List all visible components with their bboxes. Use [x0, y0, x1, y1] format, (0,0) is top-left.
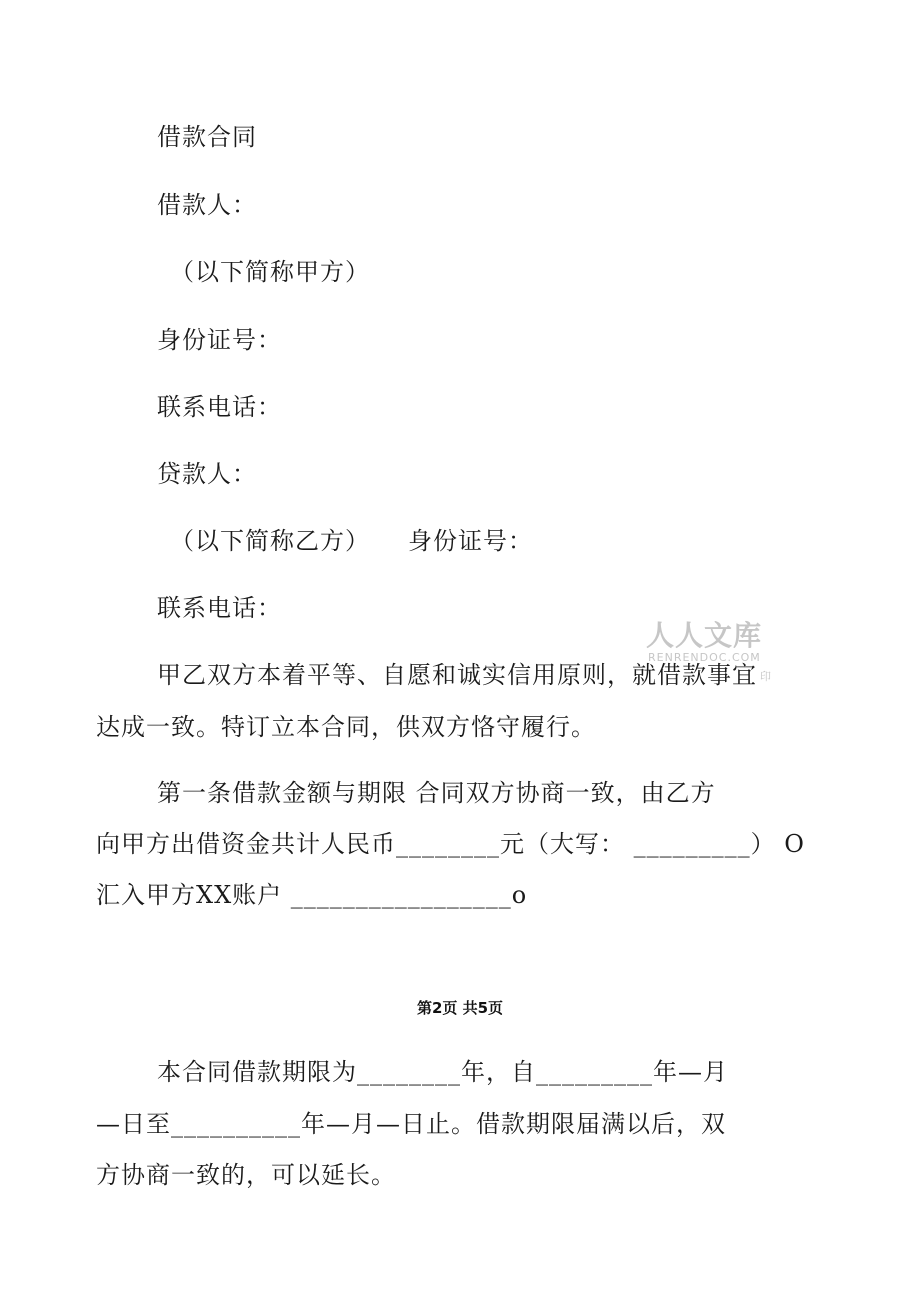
article-1-line-1: 第一条借款金额与期限 合同双方协商一致，由乙方 [157, 779, 716, 807]
lender-alias-and-id: （以下简称乙方） 身份证号： [170, 527, 533, 555]
article-1-line-3: 汇入甲方XX账户 _________________o [96, 881, 528, 909]
watermark-title: 人人文库 [646, 619, 763, 652]
watermark-subtitle: RENRENDOC.COM [648, 651, 761, 664]
loan-term-line-1: 本合同借款期限为________年，自_________年—月 [157, 1058, 728, 1086]
loan-term-line-3: 方协商一致的，可以延长。 [96, 1161, 396, 1189]
borrower-phone-label: 联系电话： [157, 393, 282, 421]
intro-paragraph-line-2: 达成一致。特订立本合同，供双方恪守履行。 [96, 713, 596, 741]
page-number-footer: 第2页 共5页 [416, 999, 504, 1017]
borrower-label: 借款人： [157, 191, 257, 219]
article-1-line-2: 向甲方出借资金共计人民币________元（大写： _________） O [96, 830, 805, 858]
intro-paragraph-line-1: 甲乙双方本着平等、自愿和诚实信用原则，就借款事宜 [157, 661, 757, 689]
contract-title: 借款合同 [157, 123, 257, 151]
borrower-alias: （以下简称甲方） [170, 258, 370, 286]
lender-label: 贷款人： [157, 460, 257, 488]
loan-term-line-2: —日至__________年—月—日止。借款期限届满以后，双 [96, 1110, 726, 1138]
borrower-id-label: 身份证号： [157, 326, 282, 354]
watermark-stamp: 印 [760, 670, 771, 683]
watermark-logo [646, 619, 776, 683]
lender-phone-label: 联系电话： [157, 594, 282, 622]
